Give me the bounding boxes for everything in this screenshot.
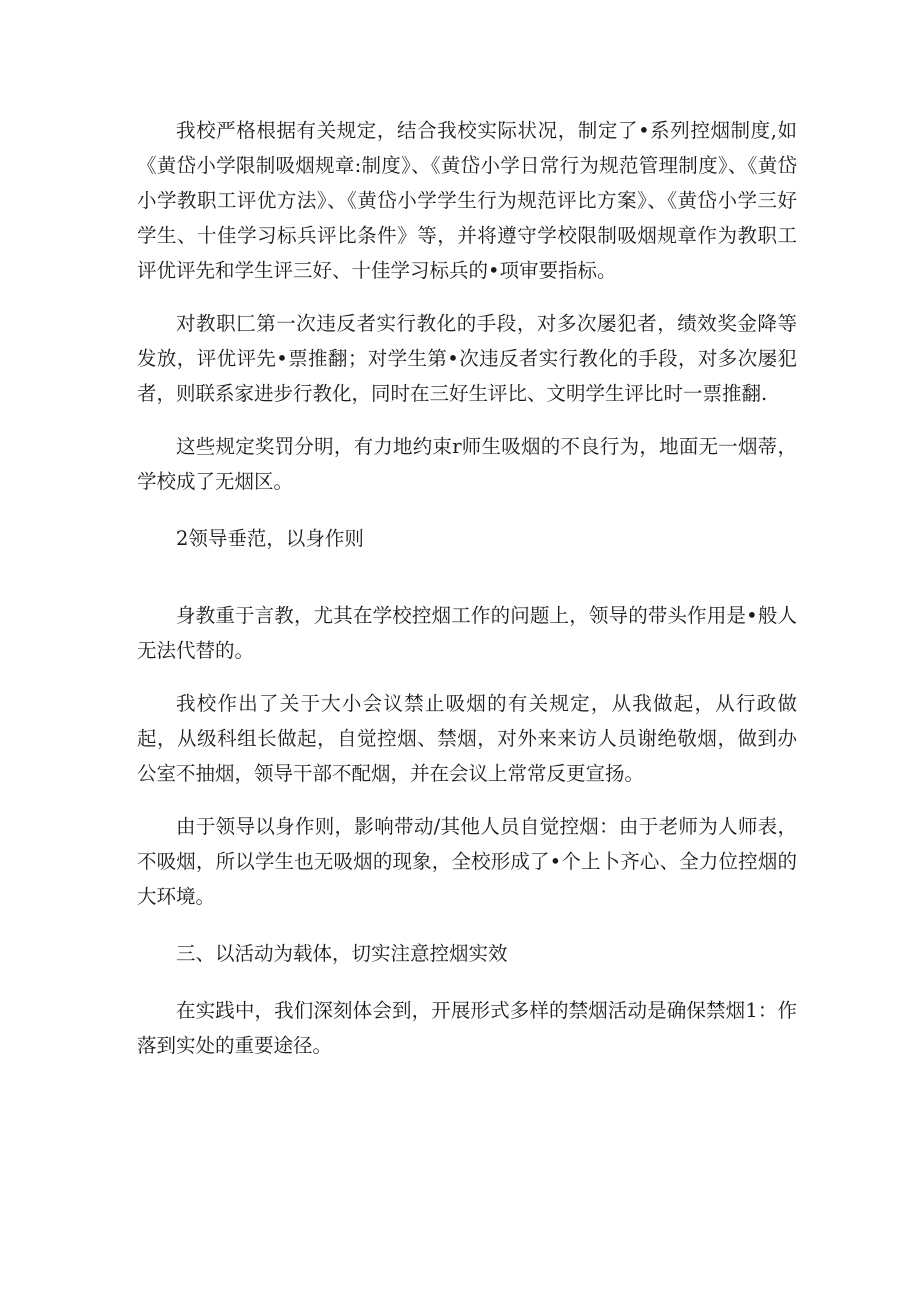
section-heading-leadership: 2领导垂范，以身作则 — [176, 527, 364, 550]
document-body — [137, 113, 797, 1063]
paragraph-school-environment: 由于领导以身作则，影响带动/其他人员自觉控烟：由于老师为人师表，不吸烟，所以学生也无吸烟的现象，全校形成了•个上卜齐心、全力位控烟的大环境。 — [137, 815, 797, 908]
paragraph-meeting-rules: 我校作出了关于大小会议禁止吸烟的有关规定，从我做起，从行政做起，从级科组长做起，自觉控烟、禁烟，对外来来访人员谢绝敬烟，做到办公室不抽烟，领导干部不配烟，并在会议上常常反更宣扬。 — [137, 692, 797, 785]
section-heading-activities: 三、以活动为载体，切实注意控烟实效 — [176, 942, 508, 965]
paragraph-staff-penalties: 对教职匚第一次违反者实行教化的手段，对多次屡犯者，绩效奖金降等发放，评优评先•票推翻；对学生第•次违反者实行教化的手段，对多次屡犯者，则联系家进步行教化，同时在三好生评比、文明学生评比时一票推翻. — [137, 312, 797, 405]
paragraph-activities-practice: 在实践中，我们深刻体会到，开展形式多样的禁烟活动是确保禁烟1：作落到实处的重要途径。 — [137, 999, 797, 1057]
paragraph-smoke-free-result: 这些规定奖罚分明，有力地约束r师生吸烟的不良行为，地面无一烟蒂，学校成了无烟区。 — [137, 435, 797, 493]
paragraph-lead-by-example: 身教重于言教，尤其在学校控烟工作的问题上，领导的带头作用是•般人无法代替的。 — [137, 604, 797, 662]
paragraph-regulations: 我校严格根据有关规定，结合我校实际状况，制定了•系列控烟制度,如《黄岱小学限制吸烟规章:制度》、《黄岱小学日常行为规范管理制度》、《黄岱小学教职工评优方法》、《黄岱小学学生行为规范评比方案》、《黄岱小学三好学生、十佳学习标兵评比条件》等，并将遵守学校限制吸烟规章作为教职工评优评先和学生评三好、十佳学习标兵的•项审要指标。 — [137, 119, 797, 282]
